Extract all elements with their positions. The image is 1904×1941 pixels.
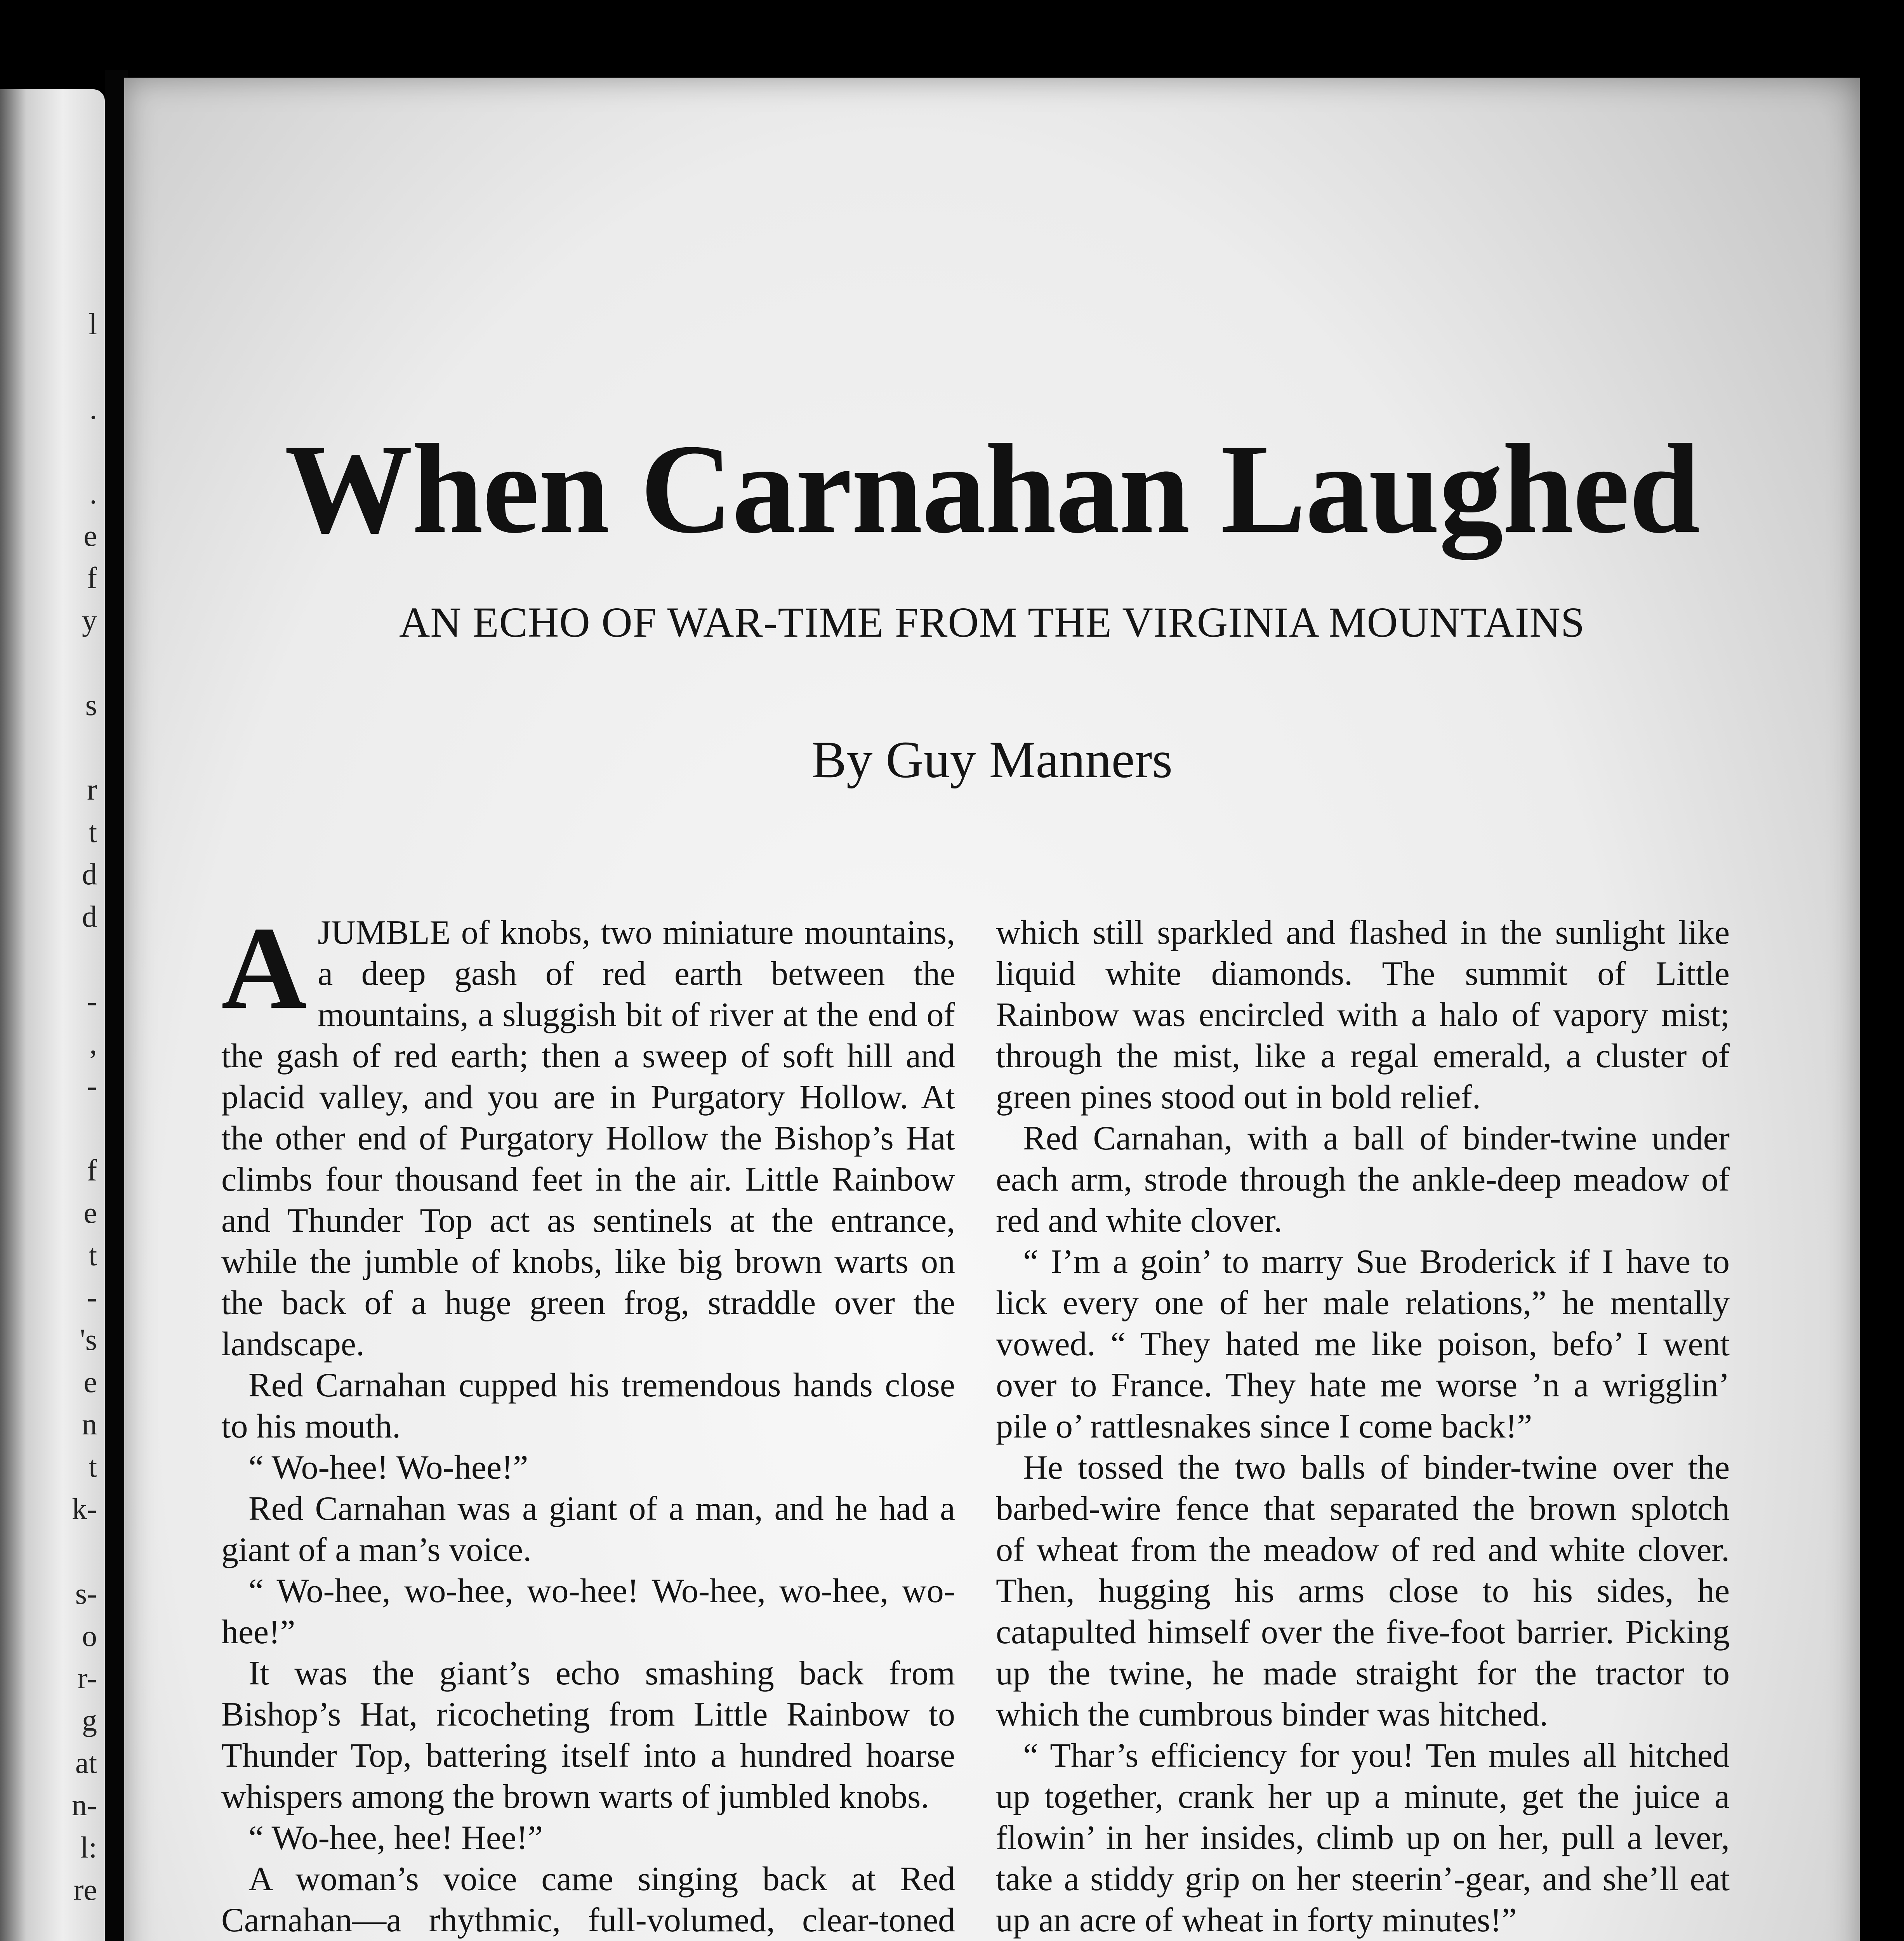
- paragraph-continued: which still sparkled and flashed in the sunlight like liquid white diamonds. The summit of Little Rainbow was encircled with a halo of vapory mist; through the mist, like a regal emerald, a cluster of green pines stood out in bold relief.: [996, 914, 1730, 1116]
- paragraph: A woman’s voice came singing back at Red Carnahan—a rhythmic, full-volumed, clear-toned: [221, 1860, 955, 1939]
- paragraph: Red Carnahan was a giant of a man, and he had a giant of a man’s voice.: [221, 1490, 955, 1569]
- paragraph: “ Wo-hee, hee! Hee!”: [248, 1819, 543, 1857]
- facing-page-margin-text: l . . e f y s r t d d - , - f e t - 's e n t k- s- o r- g at n- l: re: [72, 307, 97, 1906]
- article-title: When Carnahan Laughed: [284, 418, 1700, 560]
- article-byline: By Guy Manners: [811, 731, 1173, 789]
- paragraph: “ Wo-hee, wo-hee, wo-hee! Wo-hee, wo-hee, wo-hee!”: [221, 1572, 955, 1651]
- opening-paragraph: [221, 902, 955, 1365]
- article-subtitle: AN ECHO OF WAR-TIME FROM THE VIRGINIA MOUNTAINS: [399, 599, 1585, 646]
- paragraph: “ Wo-hee! Wo-hee!”: [248, 1449, 528, 1486]
- paragraph: Red Carnahan, with a ball of binder-twine under each arm, strode through the ankle-deep meadow of red and white clover.: [996, 1120, 1730, 1240]
- drop-cap: A: [221, 902, 307, 1033]
- paragraph: Red Carnahan cupped his tremendous hands close to his mouth.: [221, 1366, 955, 1445]
- left-column: [221, 902, 955, 1941]
- magazine-page: [124, 78, 1860, 1941]
- paragraph: It was the giant’s echo smashing back from Bishop’s Hat, ricocheting from Little Rainbow to Thunder Top, battering itself into a hundred hoarse whispers among the brown warts of jumbled knobs.: [221, 1655, 955, 1816]
- paragraph: He tossed the two balls of binder-twine over the barbed-wire fence that separated the brown splotch of wheat from the meadow of red and white clover. Then, hugging his arms close to his sides, he catapulted himself over the five-foot barrier. Picking up the twine, he made straight for the tractor to which the cumbrous binder was hitched.: [996, 1449, 1730, 1733]
- facing-page-edge: [0, 89, 105, 1941]
- right-column: [996, 912, 1730, 1941]
- opening-paragraph-text: JUMBLE of knobs, two miniature mountains, a deep gash of red earth between the mountains, a sluggish bit of river at the end of the gash of red earth; then a sweep of soft hill and placid valley, and you are in Purgatory Hollow. At the other end of Purgatory Hollow the Bishop’s Hat climbs four thousand feet in the air. Little Rainbow and Thunder Top act as sentinels at the entrance, while the jumble of knobs, like big brown warts on the back of a huge green frog, straddle over the landscape.: [221, 914, 955, 1363]
- paragraph: “ Thar’s efficiency for you! Ten mules all hitched up together, crank her up a minute, get the juice a flowin’ in her insides, climb up on her, pull a lever, take a stiddy grip on her steerin’-gear, and she’ll eat up an acre of wheat in forty minutes!”: [996, 1737, 1730, 1939]
- paragraph: “ I’m a goin’ to marry Sue Broderick if I have to lick every one of her male relations,” he mentally vowed. “ They hated me like poison, befo’ I went over to France. They hate me worse ’n a wrigglin’ pile o’ rattlesnakes since I come back!”: [996, 1243, 1730, 1445]
